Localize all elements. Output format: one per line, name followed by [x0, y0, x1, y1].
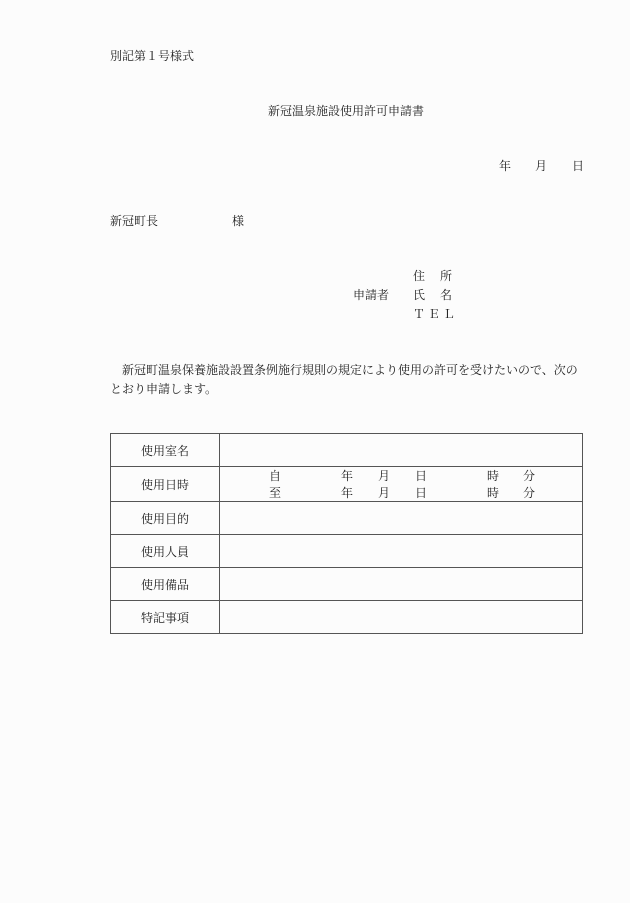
- address-label-char-2: 所: [440, 269, 453, 283]
- from-prefix: 自: [269, 469, 282, 483]
- from-year-label: 年: [341, 469, 354, 483]
- address-label-char-1: 住: [413, 269, 426, 283]
- to-hour-label: 時: [487, 486, 500, 500]
- datetime-from-line: [220, 469, 582, 484]
- purpose-label: 使用目的: [111, 502, 220, 535]
- datetime-label: 使用日時: [111, 467, 220, 502]
- form-number: 別記第１号様式: [110, 49, 195, 63]
- table-row-attendees: [111, 535, 583, 568]
- purpose-field[interactable]: [220, 502, 583, 535]
- document-title: 新冠温泉施設使用許可申請書: [268, 104, 425, 118]
- table-row-purpose: [111, 502, 583, 535]
- addressee-honorific: 様: [232, 214, 245, 228]
- applicant-tel-label: ＴＥＬ: [413, 307, 459, 321]
- remarks-label: 特記事項: [111, 601, 220, 634]
- date-year-label: 年: [499, 159, 512, 173]
- to-prefix: 至: [269, 486, 282, 500]
- from-minute-label: 分: [523, 469, 536, 483]
- attendees-field[interactable]: [220, 535, 583, 568]
- applicant-label: 申請者: [353, 288, 390, 302]
- date-day-label: 日: [572, 159, 585, 173]
- from-hour-label: 時: [487, 469, 500, 483]
- table-row-room: [111, 434, 583, 467]
- table-row-datetime: [111, 467, 583, 502]
- addressee-name: 新冠町長: [110, 214, 159, 228]
- application-statement: 新冠町温泉保養施設設置条例施行規則の規定により使用の許可を受けたいので、次のとおり申請します。: [110, 363, 578, 396]
- name-label-char-2: 名: [440, 288, 453, 302]
- room-name-label: 使用室名: [111, 434, 220, 467]
- applicant-address-label: [413, 270, 452, 282]
- from-day-label: 日: [415, 469, 428, 483]
- to-month-label: 月: [378, 486, 391, 500]
- to-minute-label: 分: [523, 486, 536, 500]
- applicant-name-label: [413, 289, 452, 301]
- equipment-label: 使用備品: [111, 568, 220, 601]
- datetime-field[interactable]: [220, 467, 583, 502]
- to-day-label: 日: [415, 486, 428, 500]
- attendees-label: 使用人員: [111, 535, 220, 568]
- to-year-label: 年: [341, 486, 354, 500]
- name-label-char-1: 氏: [413, 288, 426, 302]
- table-row-equipment: [111, 568, 583, 601]
- remarks-field[interactable]: [220, 601, 583, 634]
- date-month-label: 月: [535, 159, 548, 173]
- table-row-remarks: [111, 601, 583, 634]
- datetime-to-line: [220, 486, 582, 501]
- application-table: [110, 433, 583, 634]
- equipment-field[interactable]: [220, 568, 583, 601]
- from-month-label: 月: [378, 469, 391, 483]
- room-name-field[interactable]: [220, 434, 583, 467]
